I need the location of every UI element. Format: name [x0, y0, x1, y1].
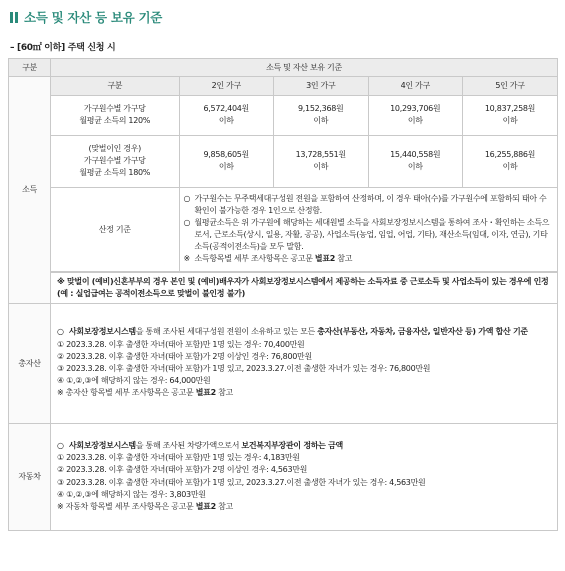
car-intro-system: 사회보장정보시스템 [69, 440, 136, 450]
rule-ref-text: 소득항목별 세부 조사항목은 공고문 [194, 254, 315, 263]
col-header: 3인 가구 [274, 77, 369, 95]
assets-ref-suffix: 참고 [215, 388, 233, 398]
rule-item-text [195, 253, 353, 265]
rule-item [184, 217, 552, 253]
heading-bar-icon [15, 12, 18, 23]
car-intro-bold: 보건복지부장관이 정하는 금액 [241, 440, 343, 450]
row-label-120: 가구원수별 가구당 월평균 소득의 120% [51, 95, 179, 135]
assets-intro-text: 을 통해 조사된 세대구성원 전원이 소유하고 있는 모든 [135, 327, 318, 337]
row-label-180: (맞벌이인 경우) 가구원수별 가구당 월평균 소득의 180% [51, 135, 179, 187]
circle-bullet-icon: ○ [57, 440, 64, 450]
assets-intro-bold: 총자산(부동산, 자동차, 금융자산, 일반자산 등) 가액 합산 기준 [317, 327, 528, 337]
col-header: 5인 가구 [463, 77, 558, 95]
assets-ref-text: ※ 총자산 항목별 세부 조사항목은 공고문 [57, 388, 196, 398]
circle-bullet-icon: ○ [57, 327, 64, 337]
value-cell: 10,837,258원 이하 [463, 95, 558, 135]
car-intro-text: 을 통해 조사된 차량가액으로서 [135, 440, 242, 450]
assets-intro [57, 326, 551, 338]
assets-ref-bold: 별표2 [195, 388, 216, 398]
heading-bar-icon [10, 12, 13, 23]
value-cell: 16,255,886원 이하 [463, 135, 558, 187]
assets-item: ④ ①,②,③에 해당하지 않는 경우: 64,000만원 [57, 376, 211, 386]
circle-bullet-icon: ○ [183, 218, 191, 227]
car-item: ③ 2023.3.28. 이후 출생한 자녀(태아 포함)가 1명 있고, 2023.3.27.이전 출생한 자녀가 있는 경우: 4,563만원 [57, 477, 426, 487]
assets-item: ② 2023.3.28. 이후 출생한 자녀(태아 포함)가 2명 이상인 경우: 76,800만원 [57, 351, 312, 361]
col-header: 4인 가구 [368, 77, 463, 95]
rule-text [179, 187, 557, 271]
col-header: 2인 가구 [179, 77, 274, 95]
category-assets: 총자산 [9, 303, 51, 423]
circle-bullet-icon: ○ [183, 194, 191, 203]
car-ref-suffix: 참고 [215, 501, 233, 511]
assets-criteria [51, 303, 558, 423]
value-cell: 13,728,551원 이하 [274, 135, 369, 187]
section-title: 소득 및 자산 등 보유 기준 [24, 10, 163, 25]
car-ref-text: ※ 자동차 항목별 세부 조사항목은 공고문 [57, 501, 196, 511]
income-cell [51, 77, 558, 273]
car-intro [57, 440, 551, 452]
criteria-table [8, 58, 558, 531]
col-header: 구분 [51, 77, 179, 95]
category-car: 자동차 [9, 423, 51, 530]
assets-intro-system: 사회보장정보시스템 [69, 327, 136, 337]
rule-ref-suffix: 참고 [335, 254, 353, 263]
value-cell: 15,440,558원 이하 [368, 135, 463, 187]
header-category: 구분 [9, 59, 51, 77]
value-cell: 9,152,368원 이하 [274, 95, 369, 135]
value-cell: 9,858,605원 이하 [179, 135, 274, 187]
car-item: ② 2023.3.28. 이후 출생한 자녀(태아 포함)가 2명 이상인 경우: 4,563만원 [57, 465, 308, 475]
rule-item-text: 가구원수는 무주택세대구성원 전원을 포함하여 산정하며, 이 경우 태아(수)를 가구원수에 포함하되 태아 수 확인이 불가능한 경우 1인으로 산정함. [194, 194, 547, 215]
car-ref-bold: 별표2 [195, 501, 216, 511]
rule-item [184, 253, 552, 265]
rule-ref-bold: 별표2 [314, 254, 336, 263]
section-heading [10, 8, 162, 26]
assets-ref [57, 387, 551, 399]
value-cell: 6,572,404원 이하 [179, 95, 274, 135]
assets-item: ① 2023.3.28. 이후 출생한 자녀(태아 포함)만 1명 있는 경우: 70,400만원 [57, 339, 305, 349]
car-item: ① 2023.3.28. 이후 출생한 자녀(태아 포함)만 1명 있는 경우: 4,183만원 [57, 453, 300, 463]
note-mark-icon: ※ [183, 254, 190, 263]
rule-item-text: 월평균소득은 위 가구원에 해당하는 세대원별 소득을 사회보장정보시스템을 통하여 조사・확인하는 소득으로서, 근로소득(상시, 일용, 자활, 공공), 사업소득(농업, 임업, 어업, 기타), 재산소득(임대, 이자, 연금), 기타소득(공적이전소득)을 모두 말함. [194, 218, 550, 251]
rule-label: 산정 기준 [51, 187, 179, 271]
rule-item [184, 193, 552, 217]
value-cell: 10,293,706원 이하 [368, 95, 463, 135]
subheading: – [60㎡ 이하] 주택 신청 시 [10, 43, 116, 53]
category-income: 소득 [9, 77, 51, 304]
income-table [51, 77, 557, 272]
header-criteria: 소득 및 자산 보유 기준 [51, 59, 558, 77]
car-item: ④ ①,②,③에 해당하지 않는 경우: 3,803만원 [57, 489, 206, 499]
income-note: ※ 맞벌이 (예비)신혼부부의 경우 본인 및 (예비)배우자가 사회보장정보시스템에서 제공하는 소득자료 중 근로소득 및 사업소득이 있는 경우에 인정(예 : 실업급여는 공적이전소득으로 맞벌이 불인정 불가) [51, 272, 558, 303]
car-criteria [51, 423, 558, 530]
assets-item: ③ 2023.3.28. 이후 출생한 자녀(태아 포함)가 1명 있고, 2023.3.27.이전 출생한 자녀가 있는 경우: 76,800만원 [57, 364, 431, 373]
car-ref [57, 501, 551, 513]
